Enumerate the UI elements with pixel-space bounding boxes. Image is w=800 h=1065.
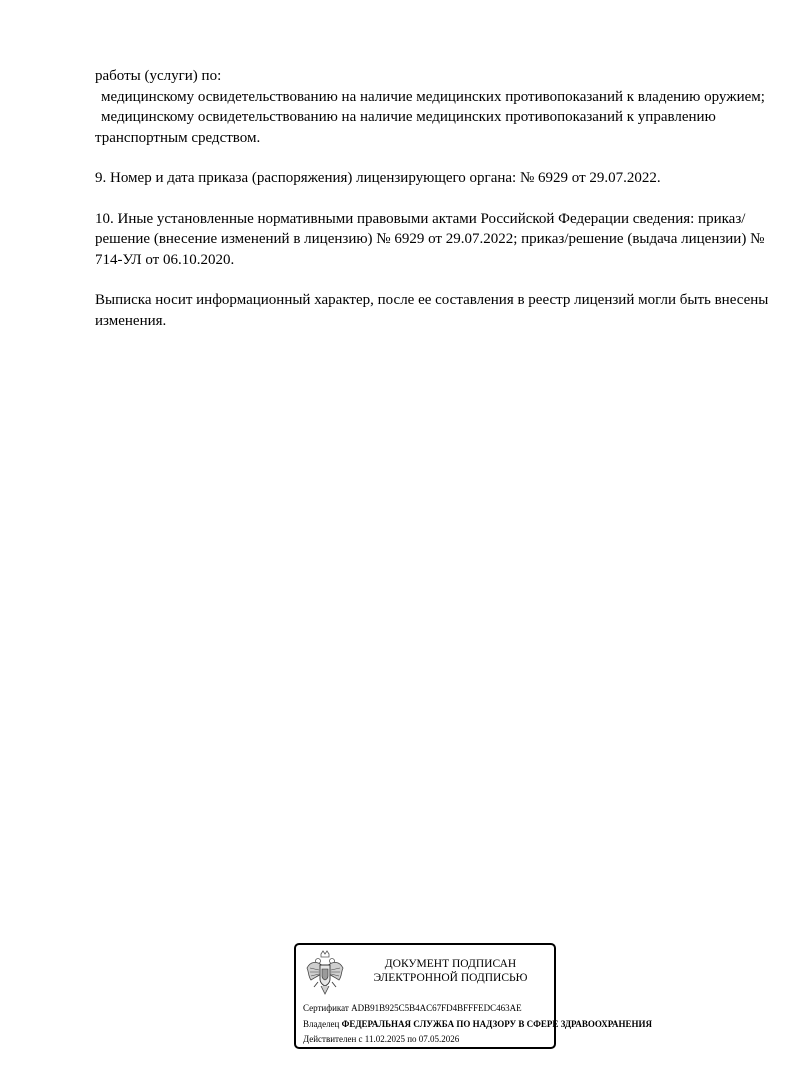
stamp-title-line-2: ЭЛЕКТРОННОЙ ПОДПИСЬЮ <box>373 972 528 984</box>
certificate-line <box>303 1003 522 1014</box>
owner-line <box>303 1019 652 1030</box>
owner-value: ФЕДЕРАЛЬНАЯ СЛУЖБА ПО НАДЗОРУ В СФЕРЕ ЗДРАВООХРАНЕНИЯ <box>341 1019 653 1029</box>
document-text <box>95 66 775 331</box>
validity-line: Действителен с 11.02.2025 по 07.05.2026 <box>303 1034 460 1044</box>
stamp-title <box>348 957 553 985</box>
certificate-value: ADB91B925C5B4AC67FD4BFFFEDC463AE <box>351 1003 522 1013</box>
disclaimer: Выписка носит информационный характер, после ее составления в реестр лицензий могли быть внесены изменения. <box>95 292 769 329</box>
coat-of-arms-icon <box>304 950 346 996</box>
order-number-and-date: 9. Номер и дата приказа (распоряжения) лицензирующего органа: № 6929 от 29.07.2022. <box>95 170 661 186</box>
certificate-label: Сертификат <box>303 1003 349 1013</box>
work-item-vehicles: медицинскому освидетельствованию на наличие медицинских противопоказаний к управлению транспортным средством. <box>95 109 716 146</box>
work-item-weapons: медицинскому освидетельствованию на наличие медицинских противопоказаний к владению оружием; <box>101 88 765 105</box>
stamp-title-line-1: ДОКУМЕНТ ПОДПИСАН <box>384 958 517 970</box>
other-information: 10. Иные установленные нормативными правовыми актами Российской Федерации сведения: приказ/решение (внесение изменений в лицензию) № 6929 от 29.07.2022; приказ/решение (выдача лицензии) № 714-УЛ от 06.10.2020. <box>95 210 765 268</box>
electronic-signature-stamp <box>294 943 653 1049</box>
owner-label: Владелец <box>303 1019 340 1029</box>
works-intro: работы (услуги) по: <box>95 68 222 84</box>
